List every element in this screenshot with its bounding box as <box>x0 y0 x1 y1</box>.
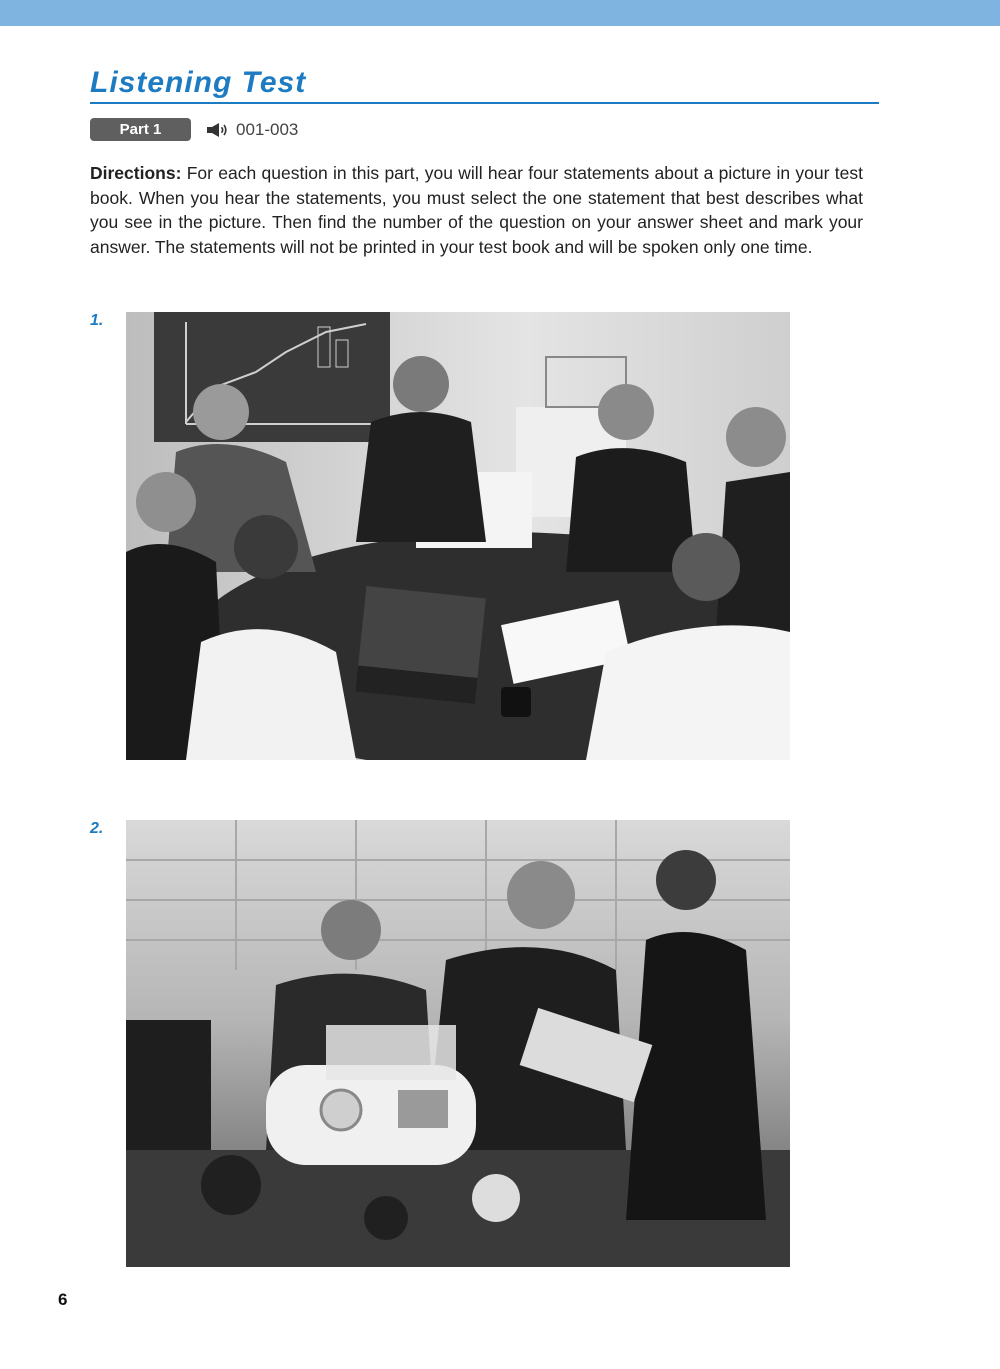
question-2-photo <box>126 820 790 1267</box>
section-title: Listening Test <box>90 66 307 99</box>
question-1-photo <box>126 312 790 760</box>
directions-text: For each question in this part, you will hear four statements about a picture in your test book. When you hear the statements, you must select the one statement that best describes what you see in the picture. Then find the number of the question on your answer sheet and mark your answer. The statements will not be printed in your test book and will be spoken only one time. <box>90 163 863 257</box>
part-badge: Part 1 <box>90 118 191 141</box>
question-number-2: 2. <box>90 820 104 837</box>
audio-track-info <box>206 118 298 141</box>
page-number: 6 <box>58 1290 68 1309</box>
question-number-1: 1. <box>90 312 104 329</box>
top-color-band <box>0 0 1000 26</box>
directions-label: Directions: <box>90 163 182 183</box>
audio-track-numbers: 001-003 <box>236 119 299 139</box>
speaker-icon <box>206 122 230 138</box>
directions-paragraph <box>90 161 863 259</box>
title-divider <box>90 102 879 104</box>
